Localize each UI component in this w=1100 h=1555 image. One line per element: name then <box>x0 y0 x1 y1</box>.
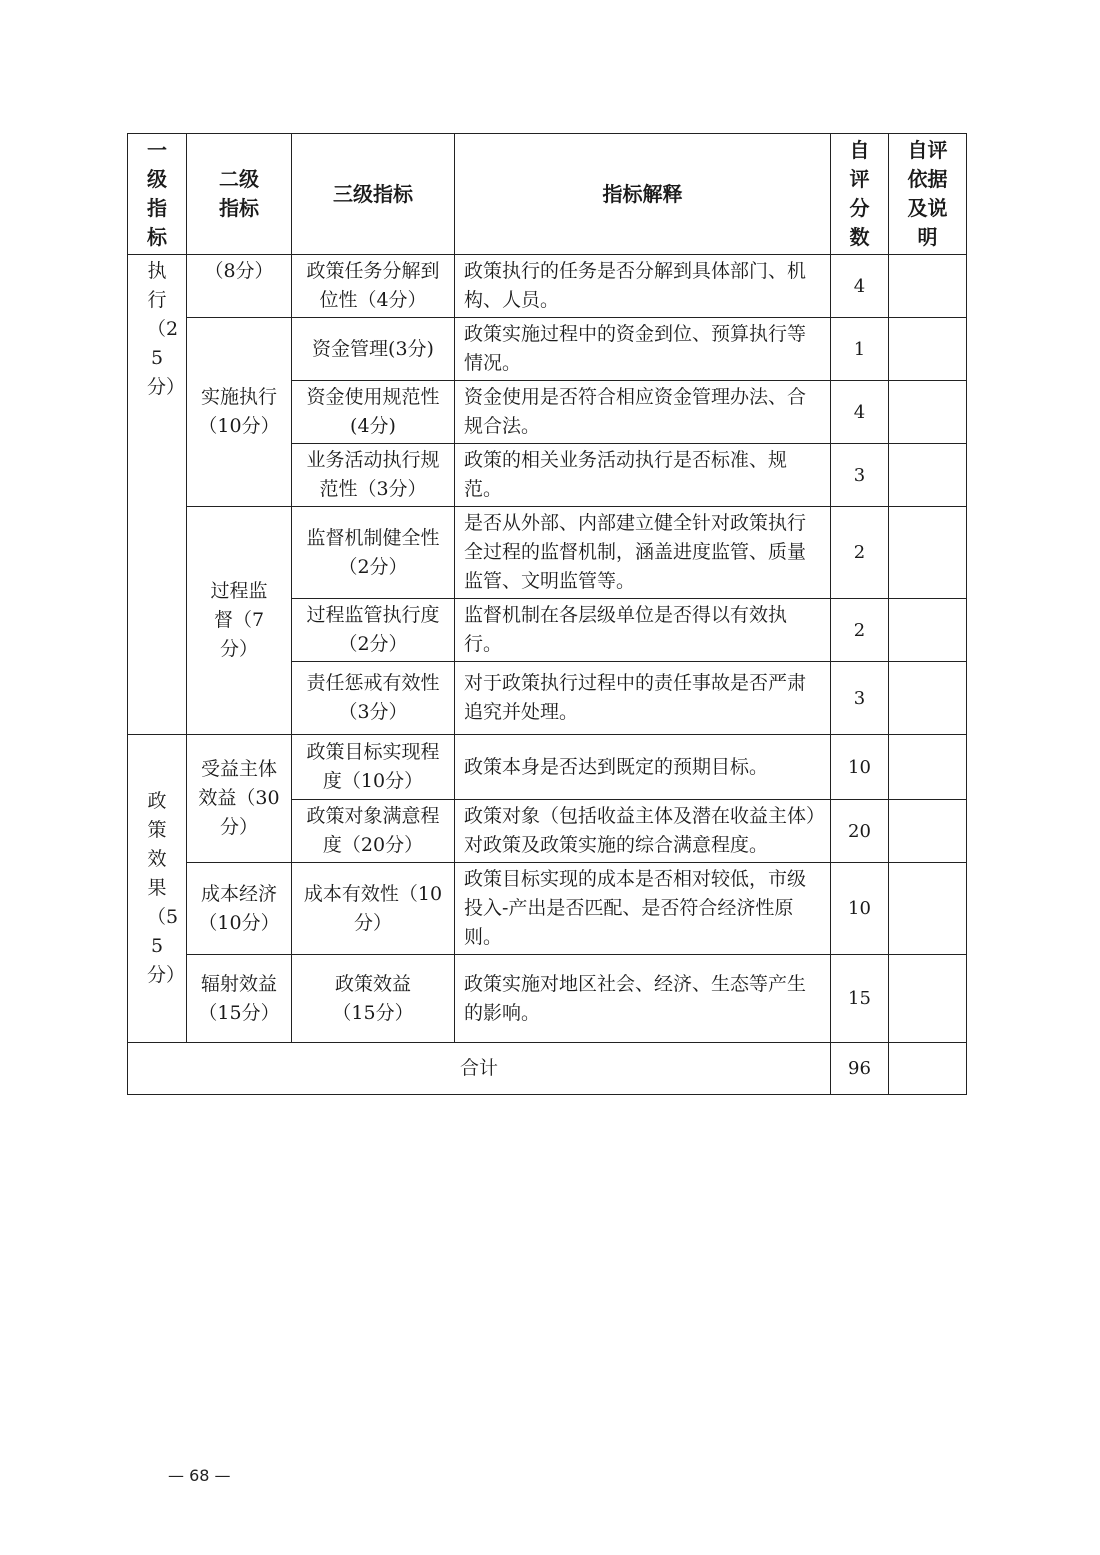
explanation-cell: 资金使用是否符合相应资金管理办法、合规合法。 <box>455 381 831 444</box>
level2-implementation: 实施执行（10分） <box>187 318 292 507</box>
explanation-cell: 政策实施过程中的资金到位、预算执行等情况。 <box>455 318 831 381</box>
score-cell: 15 <box>831 955 889 1043</box>
basis-cell <box>889 381 967 444</box>
score-cell: 4 <box>831 255 889 318</box>
indicator-cell: 过程监管执行度（2分） <box>292 599 455 662</box>
level2-cost: 成本经济（10分） <box>187 863 292 955</box>
basis-cell <box>889 444 967 507</box>
basis-cell <box>889 599 967 662</box>
level2-radiation: 辐射效益（15分） <box>187 955 292 1043</box>
total-row <box>128 1043 967 1095</box>
indicator-cell: 成本有效性（10分） <box>292 863 455 955</box>
group-execution: 执行（25分） <box>128 255 187 735</box>
table-row <box>128 318 967 381</box>
header-level1: 一级指标 <box>128 134 187 255</box>
header-basis: 自评依据及说明 <box>889 134 967 255</box>
score-cell: 20 <box>831 800 889 863</box>
table-row <box>128 735 967 800</box>
indicator-cell: 业务活动执行规范性（3分） <box>292 444 455 507</box>
explanation-cell: 政策实施对地区社会、经济、生态等产生的影响。 <box>455 955 831 1043</box>
score-cell: 2 <box>831 507 889 599</box>
table-row <box>128 955 967 1043</box>
header-row <box>128 134 967 255</box>
explanation-cell: 政策的相关业务活动执行是否标准、规范。 <box>455 444 831 507</box>
score-cell: 2 <box>831 599 889 662</box>
table-row <box>128 255 967 318</box>
basis-cell <box>889 255 967 318</box>
indicator-cell: 资金使用规范性(4分) <box>292 381 455 444</box>
explanation-cell: 对于政策执行过程中的责任事故是否严肃追究并处理。 <box>455 662 831 735</box>
basis-cell <box>889 863 967 955</box>
evaluation-table <box>127 133 967 1095</box>
score-cell: 10 <box>831 735 889 800</box>
page-number: — 68 — <box>168 1466 231 1485</box>
basis-cell <box>889 318 967 381</box>
header-level3: 三级指标 <box>292 134 455 255</box>
table-row <box>128 507 967 599</box>
level2-supervision: 过程监督（7分） <box>187 507 292 735</box>
explanation-cell: 是否从外部、内部建立健全针对政策执行全过程的监督机制，涵盖进度监管、质量监管、文明监管等。 <box>455 507 831 599</box>
indicator-cell: 监督机制健全性（2分） <box>292 507 455 599</box>
indicator-cell: 政策效益（15分） <box>292 955 455 1043</box>
basis-cell <box>889 735 967 800</box>
indicator-cell: 政策对象满意程度（20分） <box>292 800 455 863</box>
total-label: 合计 <box>128 1043 831 1095</box>
basis-cell <box>889 800 967 863</box>
explanation-cell: 政策对象（包括收益主体及潜在收益主体）对政策及政策实施的综合满意程度。 <box>455 800 831 863</box>
table-row <box>128 863 967 955</box>
level2-beneficiary: 受益主体效益（30分） <box>187 735 292 863</box>
basis-cell <box>889 955 967 1043</box>
group-effect: 政策效果（55分） <box>128 735 187 1043</box>
explanation-cell: 政策目标实现的成本是否相对较低，市级投入-产出是否匹配、是否符合经济性原则。 <box>455 863 831 955</box>
basis-cell <box>889 507 967 599</box>
header-level2: 二级指标 <box>187 134 292 255</box>
explanation-cell: 监督机制在各层级单位是否得以有效执行。 <box>455 599 831 662</box>
level2-decomposition: （8分） <box>187 255 292 318</box>
score-cell: 3 <box>831 662 889 735</box>
score-cell: 4 <box>831 381 889 444</box>
score-cell: 10 <box>831 863 889 955</box>
indicator-cell: 资金管理(3分) <box>292 318 455 381</box>
header-explanation: 指标解释 <box>455 134 831 255</box>
total-score: 96 <box>831 1043 889 1095</box>
indicator-cell: 政策任务分解到位性（4分） <box>292 255 455 318</box>
indicator-cell: 责任惩戒有效性（3分） <box>292 662 455 735</box>
explanation-cell: 政策本身是否达到既定的预期目标。 <box>455 735 831 800</box>
score-cell: 1 <box>831 318 889 381</box>
indicator-cell: 政策目标实现程度（10分） <box>292 735 455 800</box>
explanation-cell: 政策执行的任务是否分解到具体部门、机构、人员。 <box>455 255 831 318</box>
basis-cell <box>889 662 967 735</box>
score-cell: 3 <box>831 444 889 507</box>
header-score: 自评分数 <box>831 134 889 255</box>
total-basis <box>889 1043 967 1095</box>
